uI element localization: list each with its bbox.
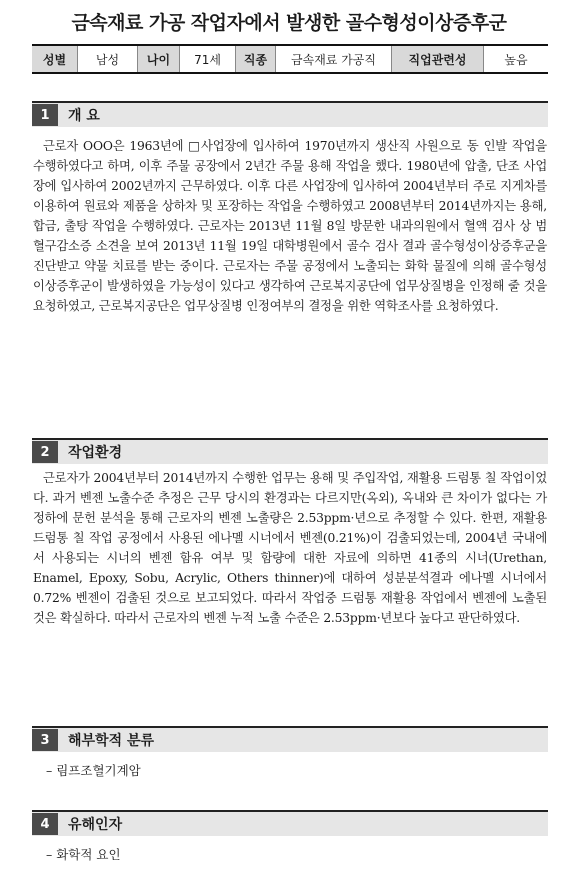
section-number: 2: [32, 441, 58, 463]
section-title: 작업환경: [68, 445, 123, 461]
document-title: 금속재료 가공 작업자에서 발생한 골수형성이상증후군: [71, 12, 507, 34]
relevance-value: 높음: [504, 52, 528, 67]
sex-label: 성별: [32, 46, 78, 72]
section-title: 해부학적 분류: [68, 733, 155, 749]
age-label: 나이: [138, 46, 180, 72]
hazard-factor-item: – 화학적 요인: [46, 847, 121, 862]
section-header-hazard-factor: [32, 810, 548, 836]
job-value: 금속재료 가공직: [276, 46, 392, 72]
section-number: 1: [32, 104, 58, 126]
work-environment-paragraph: 근로자가 2004년부터 2014년까지 수행한 업무는 용해 및 주입작업, 재활용 드럼통 칠 작업이었다. 과거 벤젠 노출수준 추정은 근무 당시의 환경과는 다르지만(옥외), 옥내와 큰 차이가 없다는 가정하에 문헌 분석을 통해 근로자의 벤젠 노출량은 2.53ppm·년으로 추정할 수 있다. 한편, 재활용 드럼통 칠 작업 공정에서 사용된 에나멜 시너에서 벤젠(0.21%)이 검출되었는데, 2004년 국내에서 사용되는 시너의 벤젠 함유 여부 및 함량에 대한 자료에 의하면 41종의 시너(Urethan, Enamel, Epoxy, Sobu, Acrylic, Others thinner)에 대하여 성분분석결과 에나멜 시너에서 0.72% 벤젠이 검출된 것으로 보고되었다. 따라서 작업중 드럼통 재활용 작업에서 벤젠에 노출된 것은 확실하다. 따라서 근로자의 벤젠 누적 노출 수준은 2.53ppm·년보다 높다고 판단하였다.: [33, 471, 547, 625]
section-header-work-environment: [32, 438, 548, 464]
section-number: 3: [32, 729, 58, 751]
section-number: 4: [32, 813, 58, 835]
age-value: 71세: [180, 46, 236, 72]
relevance-label: 직업관련성: [392, 46, 484, 72]
section-header-overview: [32, 101, 548, 127]
section-title: 개 요: [68, 108, 100, 124]
sex-value: 남성: [78, 46, 138, 72]
section-header-anatomical-classification: [32, 726, 548, 752]
section-title: 유해인자: [68, 817, 123, 833]
anatomical-classification-item: – 림프조혈기계암: [46, 763, 141, 778]
overview-paragraph: 근로자 OOO은 1963년에 □사업장에 입사하여 1970년까지 생산직 사원으로 동 인발 작업을 수행하였다고 하며, 이후 주물 공장에서 2년간 주물 용해 작업을 했다. 1980년에 압출, 단조 사업장에 입사하여 2002년까지 근무하였다. 이후 다른 사업장에 입사하여 2004년부터 주로 지게차를 이용하여 원료와 제품을 상하차 및 포장하는 작업을 수행하였고 2008년부터 2014년까지는 용해, 합금, 출탕 작업을 수행하였다. 근로자는 2013년 11월 8일 방문한 내과의원에서 혈액 검사 상 범혈구감소증 소견을 보여 2013년 11월 19일 대학병원에서 골수 검사 결과 골수형성이상증후군을 진단받고 약물 치료를 받는 중이다. 근로자는 주물 공정에서 노출되는 화학 물질에 의해 골수형성이상증후군이 발생하였을 가능성이 있다고 생각하여 근로복지공단에 업무상질병을 인정해 줄 것을 요청하였고, 근로복지공단은 업무상질병 인정여부의 결정을 위한 역학조사를 요청하였다.: [33, 139, 547, 313]
worker-info-table: [32, 44, 548, 74]
job-label: 직종: [236, 46, 276, 72]
